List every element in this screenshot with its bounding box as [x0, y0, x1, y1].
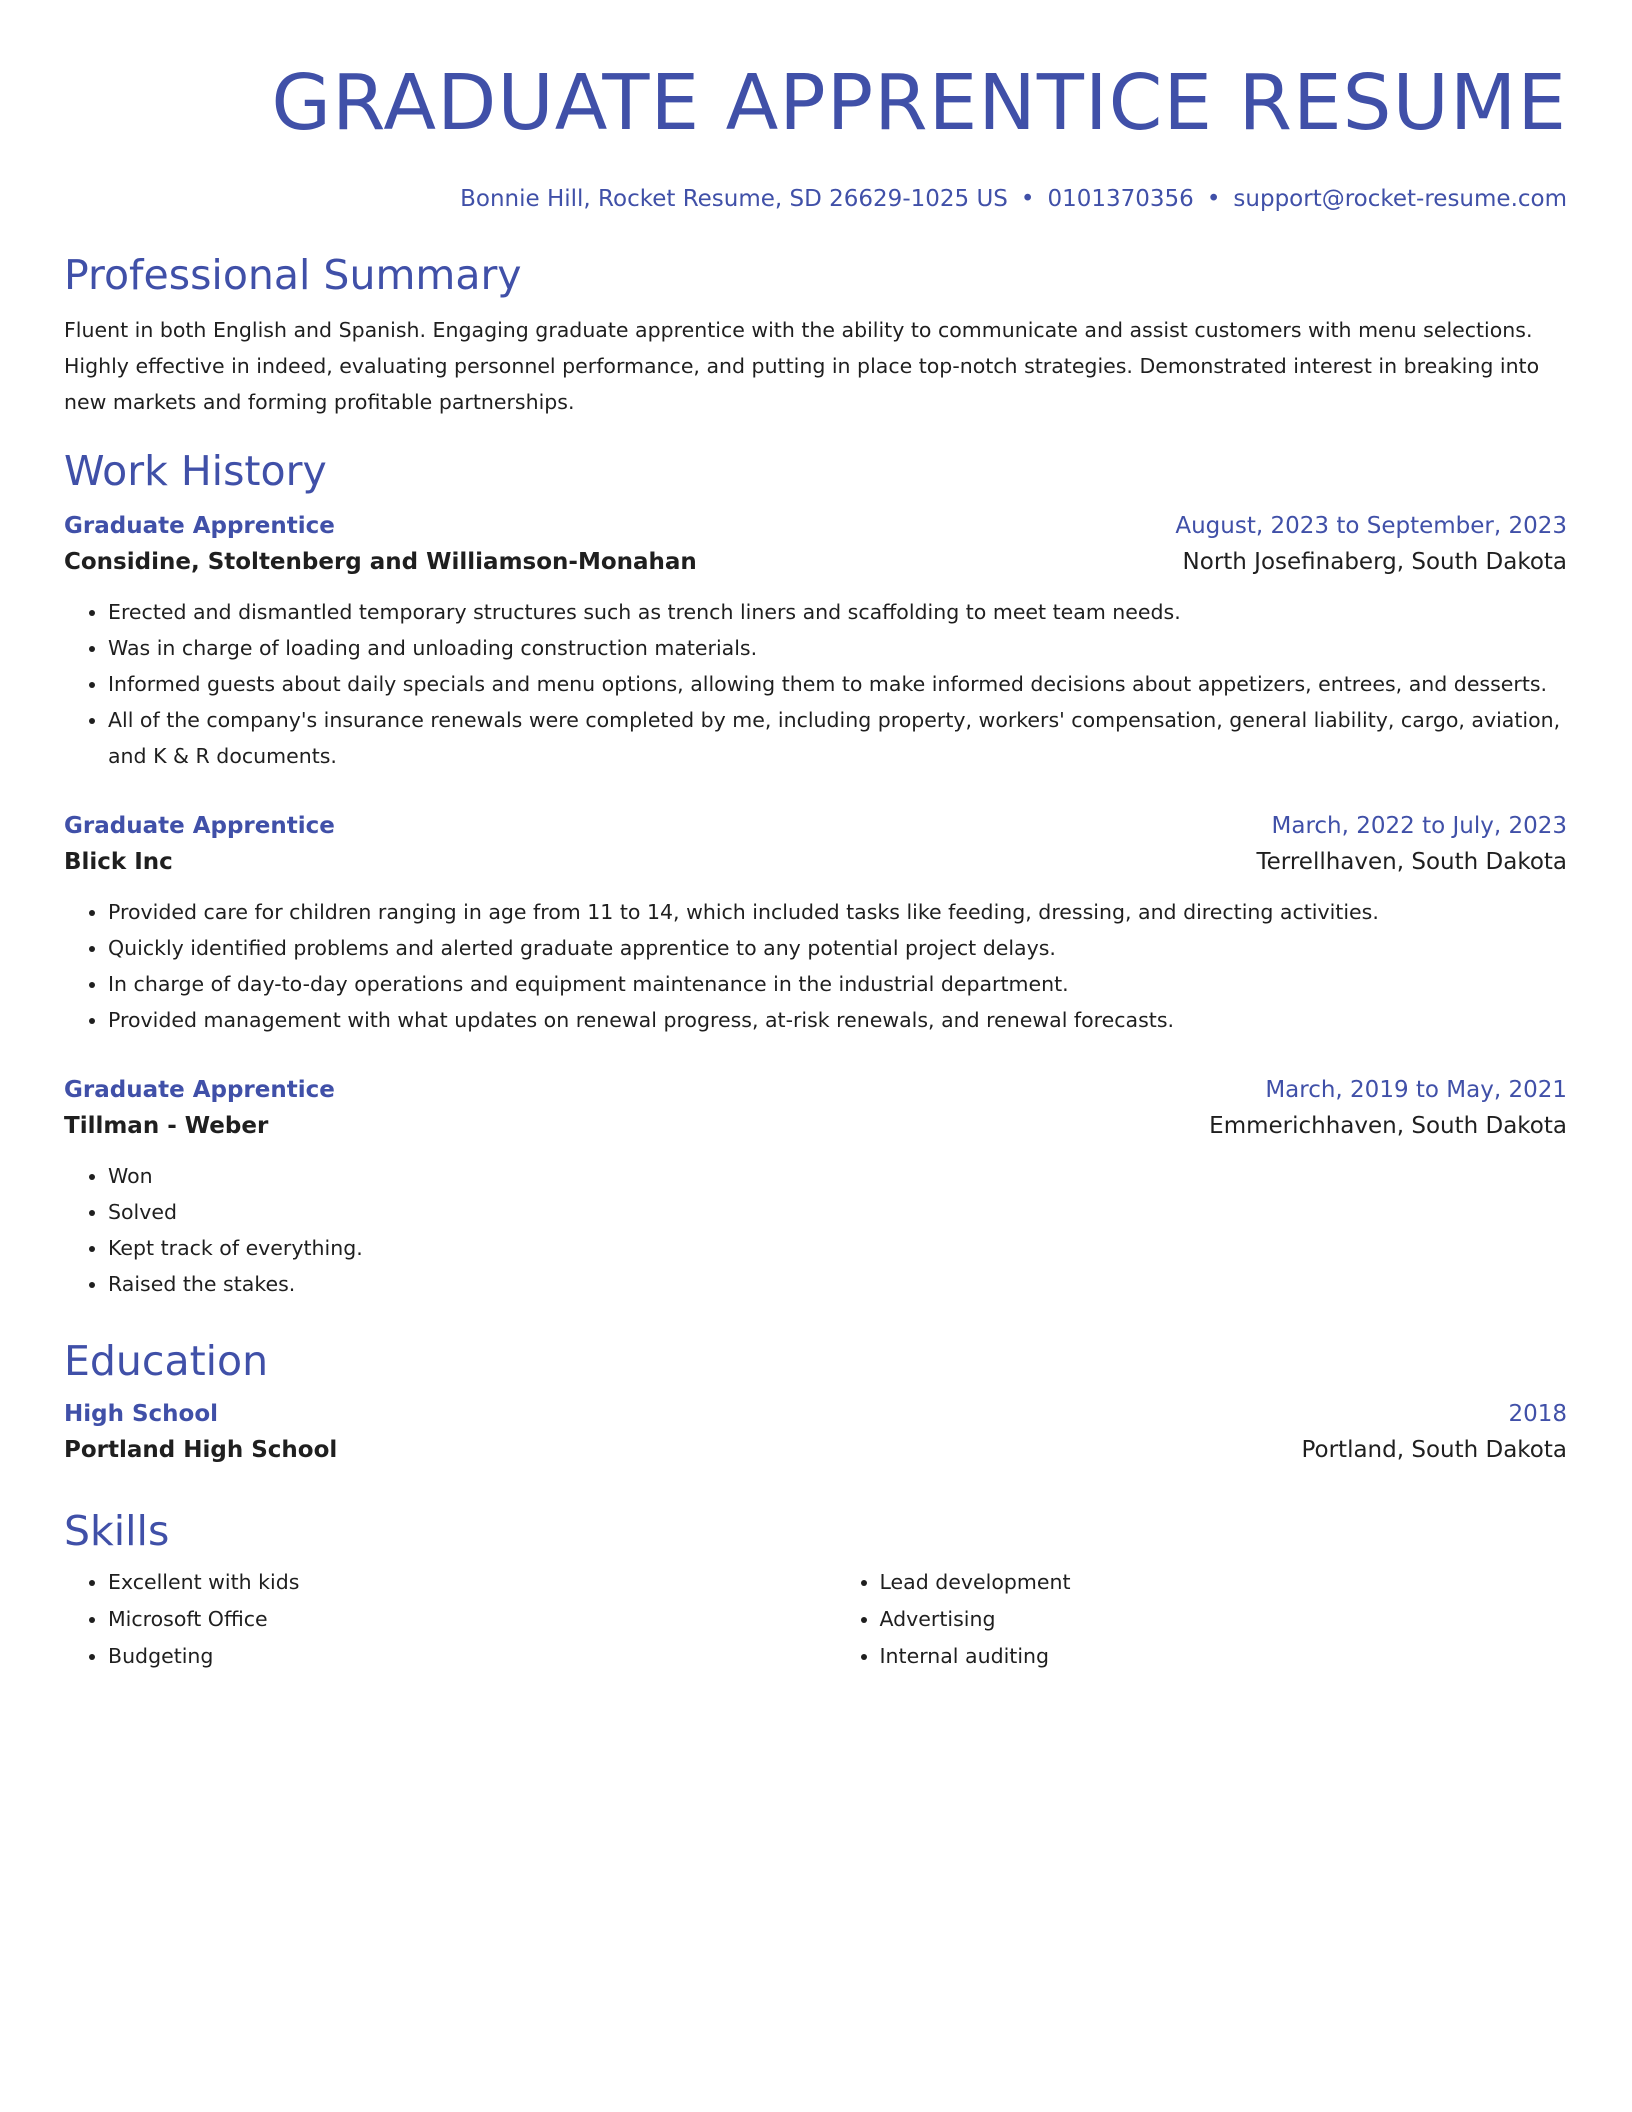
contact-separator: • [1206, 186, 1221, 212]
work-entry [64, 808, 1567, 1038]
job-bullet: • Provided care for children ranging in age from 11 to 14, which included tasks like feeding, dressing, and directing activities. [108, 894, 1567, 930]
education-school: Portland High School [64, 1437, 338, 1463]
summary-heading: Professional Summary [64, 251, 522, 299]
job-header-row [64, 808, 1567, 844]
job-bullets [64, 594, 1567, 774]
contact-separator: • [1020, 186, 1035, 212]
job-company-row [64, 544, 1567, 580]
resume-title: GRADUATE APPRENTICE RESUME [271, 59, 1567, 148]
contact-line [64, 184, 1567, 214]
job-header-row [64, 1072, 1567, 1108]
job-bullet: • Raised the stakes. [108, 1266, 1567, 1302]
job-company: Considine, Stoltenberg and Williamson-Monahan [64, 549, 697, 575]
job-dates: March, 2019 to May, 2021 [1265, 1077, 1567, 1103]
job-bullet: • Won [108, 1158, 1567, 1194]
education-heading: Education [64, 1337, 269, 1385]
skill-item: • Advertising [880, 1601, 1568, 1638]
job-bullet: • All of the company's insurance renewals were completed by me, including property, workers' compensation, general liability, cargo, aviation, and K & R documents. [108, 702, 1567, 774]
job-bullet: • Was in charge of loading and unloading construction materials. [108, 630, 1567, 666]
job-title: Graduate Apprentice [64, 813, 335, 839]
education-year: 2018 [1508, 1401, 1567, 1427]
job-location: Terrellhaven, South Dakota [1256, 849, 1567, 875]
education-location: Portland, South Dakota [1301, 1437, 1567, 1463]
job-company: Tillman - Weber [64, 1113, 269, 1139]
job-location: North Josefinaberg, South Dakota [1182, 549, 1567, 575]
skills-heading: Skills [64, 1507, 170, 1555]
skill-item: • Lead development [880, 1564, 1568, 1601]
job-title: Graduate Apprentice [64, 1077, 335, 1103]
education-entry [64, 1396, 1567, 1468]
resume-page [64, 0, 1567, 1675]
skills-column-right [836, 1564, 1568, 1675]
job-bullet: • Provided management with what updates on renewal progress, at-risk renewals, and renewal forecasts. [108, 1002, 1567, 1038]
job-dates: August, 2023 to September, 2023 [1175, 513, 1567, 539]
job-bullet: • Kept track of everything. [108, 1230, 1567, 1266]
summary-text: Fluent in both English and Spanish. Engaging graduate apprentice with the ability to communicate and assist customers with menu selections. Highly effective in indeed, evaluating personnel performance, and putting in place top-notch strategies. Demonstrated interest in breaking into new markets and forming profitable partnerships. [64, 318, 1540, 414]
education-degree: High School [64, 1401, 219, 1427]
job-bullet: • Quickly identified problems and alerted graduate apprentice to any potential project delays. [108, 930, 1567, 966]
work-history-heading: Work History [64, 447, 327, 495]
contact-phone: 0101370356 [1047, 186, 1194, 212]
job-bullet: • Informed guests about daily specials and menu options, allowing them to make informed decisions about appetizers, entrees, and desserts. [108, 666, 1567, 702]
job-bullet: • In charge of day-to-day operations and equipment maintenance in the industrial department. [108, 966, 1567, 1002]
skills-column-left [64, 1564, 796, 1675]
job-bullet: • Erected and dismantled temporary structures such as trench liners and scaffolding to meet team needs. [108, 594, 1567, 630]
job-header-row [64, 508, 1567, 544]
education-header-row [64, 1396, 1567, 1432]
job-company: Blick Inc [64, 849, 173, 875]
education-school-row [64, 1432, 1567, 1468]
work-entry [64, 1072, 1567, 1302]
contact-email: support@rocket-resume.com [1233, 186, 1567, 212]
skill-item: • Budgeting [108, 1638, 796, 1675]
job-company-row [64, 844, 1567, 880]
skill-item: • Internal auditing [880, 1638, 1568, 1675]
skill-item: • Excellent with kids [108, 1564, 796, 1601]
job-location: Emmerichhaven, South Dakota [1209, 1113, 1567, 1139]
job-bullets [64, 1158, 1567, 1302]
work-entry [64, 508, 1567, 774]
skills-list [64, 1564, 1567, 1675]
job-bullets [64, 894, 1567, 1038]
job-dates: March, 2022 to July, 2023 [1271, 813, 1567, 839]
job-company-row [64, 1108, 1567, 1144]
job-bullet: • Solved [108, 1194, 1567, 1230]
contact-address: Bonnie Hill, Rocket Resume, SD 26629-1025 US [460, 186, 1008, 212]
job-title: Graduate Apprentice [64, 513, 335, 539]
skill-item: • Microsoft Office [108, 1601, 796, 1638]
